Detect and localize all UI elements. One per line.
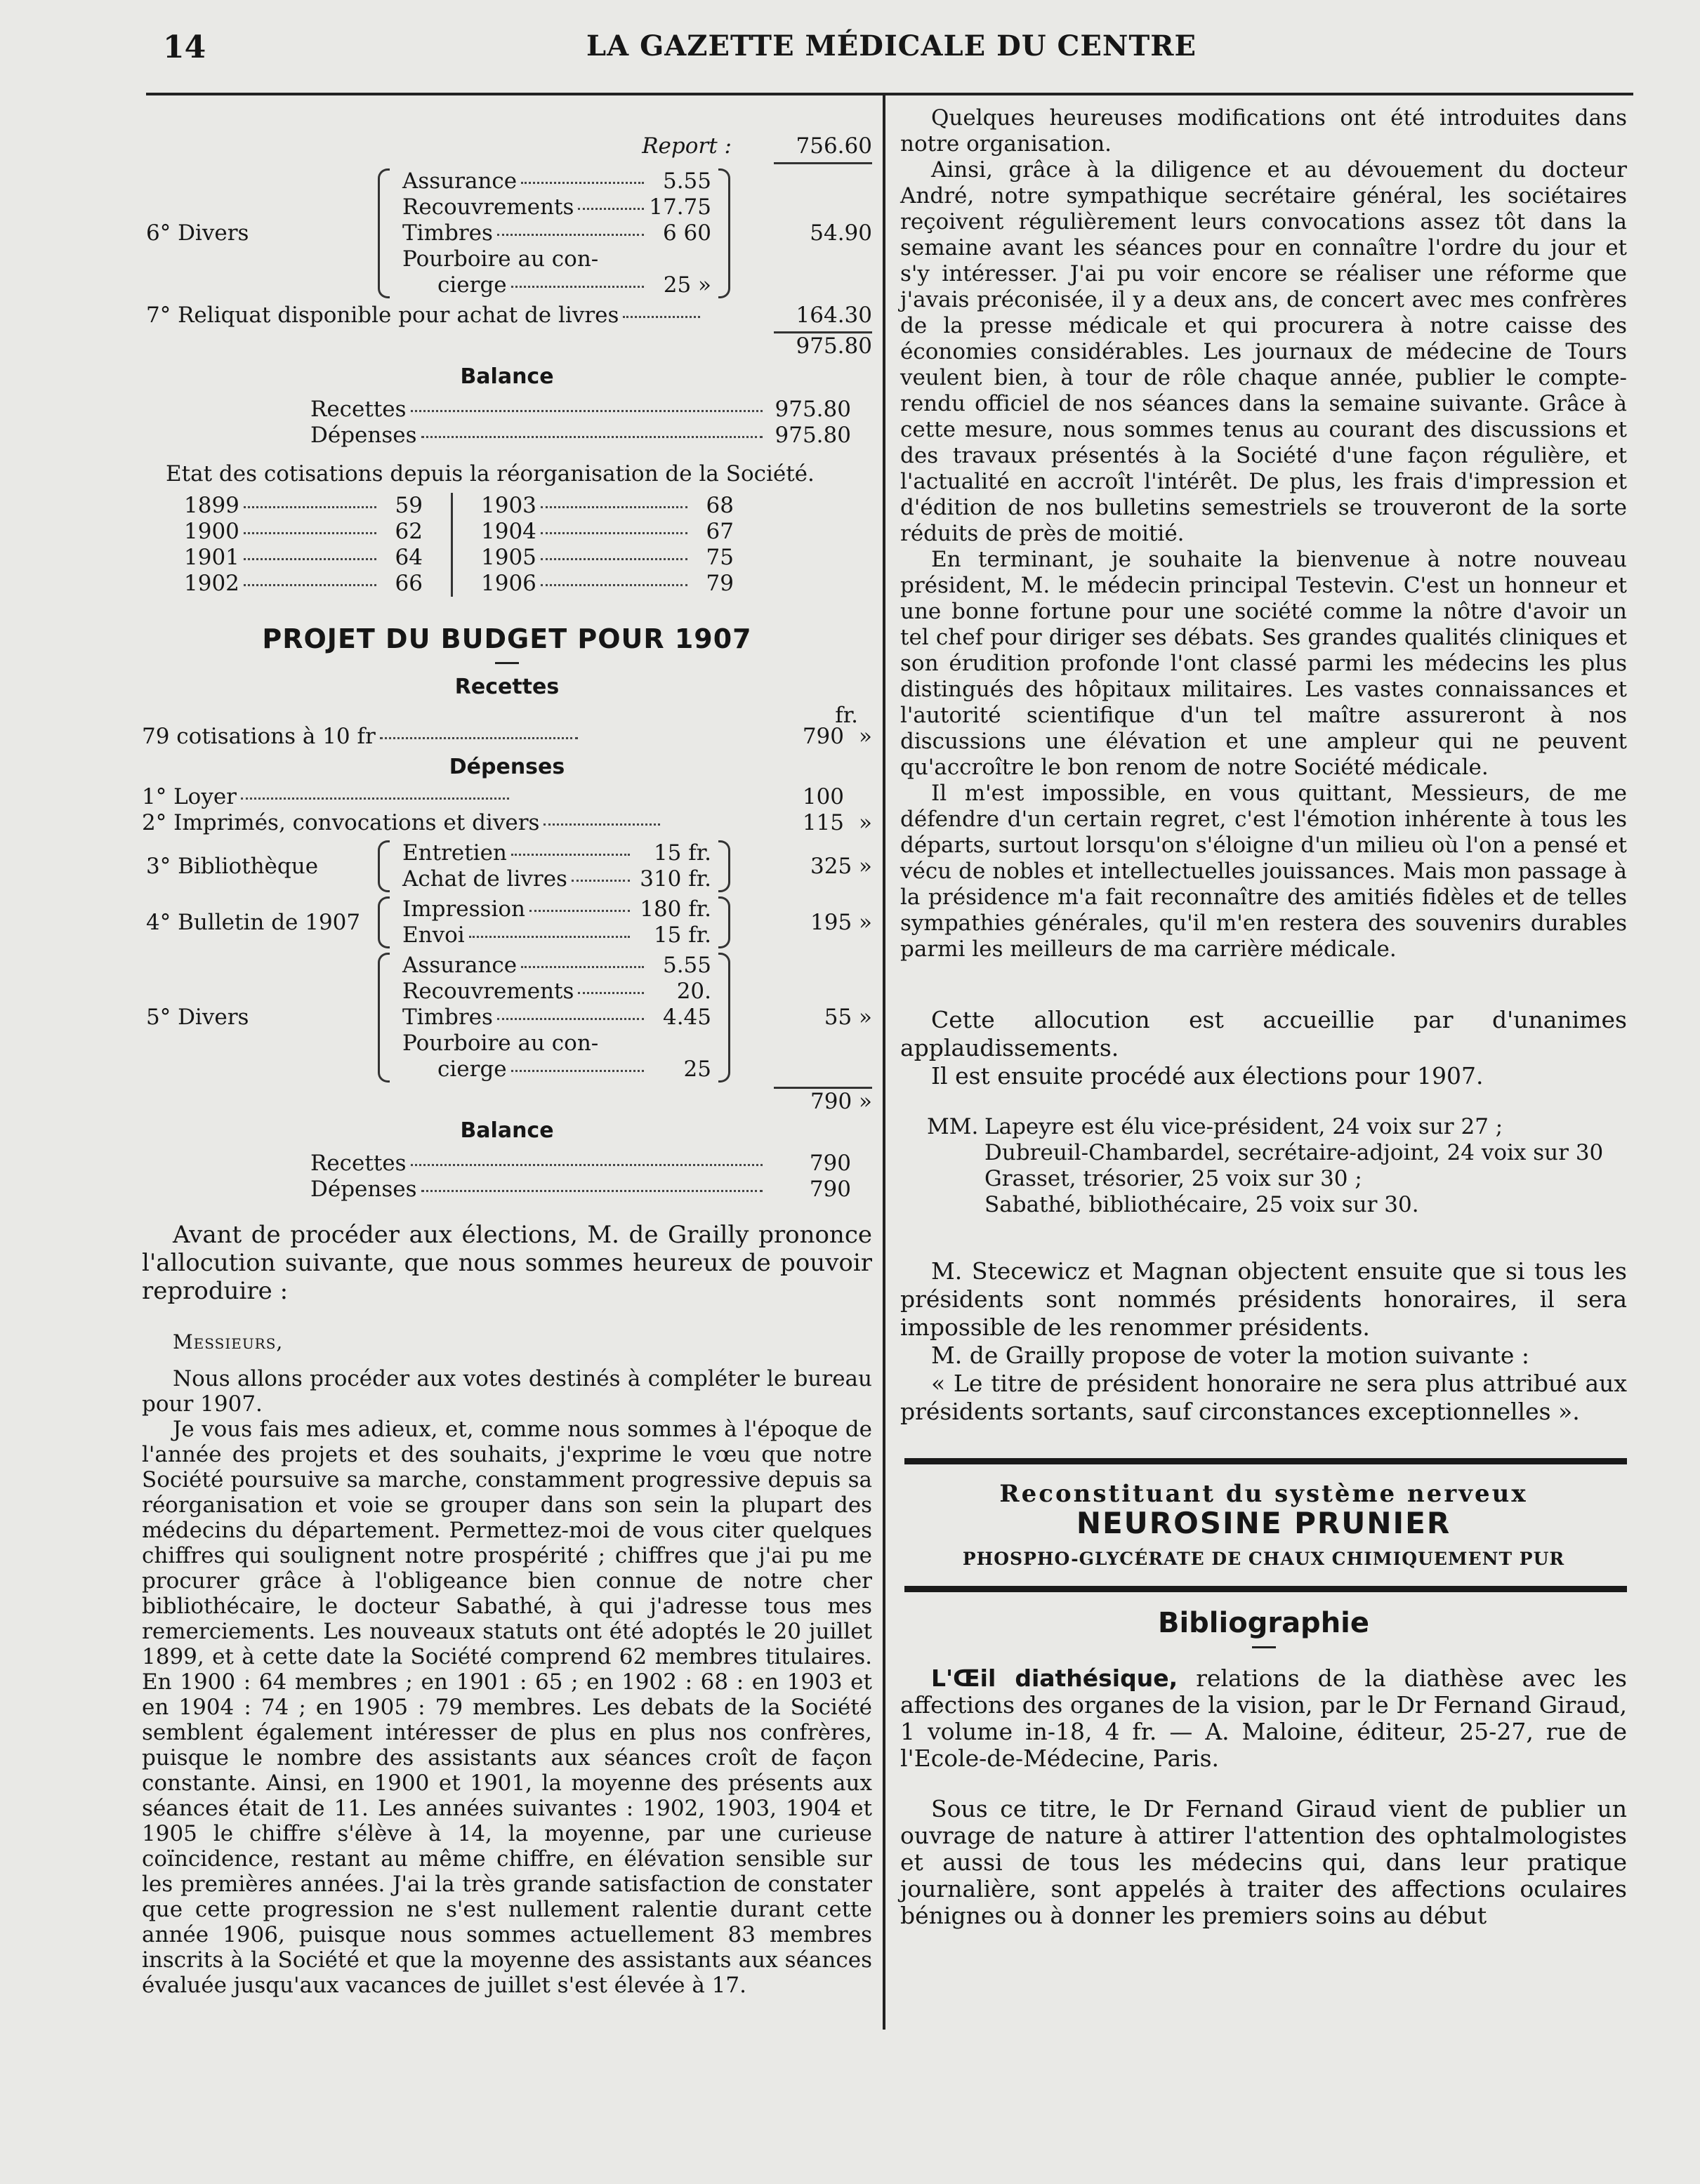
- balance-2-list: [310, 1151, 851, 1203]
- fr-unit: fr.: [835, 703, 858, 728]
- recettes-line: 79 cotisations à 10 fr 790 »: [142, 724, 872, 749]
- brace-left: [378, 168, 390, 298]
- imprimes-line: 2° Imprimés, convocations et divers 115 »: [142, 810, 872, 835]
- bibliographie-title: Bibliographie: [1157, 1607, 1370, 1639]
- speech-paragraph-1: Nous allons procéder aux votes destinés à compléter le bureau pour 1907.: [142, 1366, 872, 1417]
- biblio-entry-text: relations de la diathèse avec les affections des organes de la vision, par le Dr Fernand Giraud, 1 volume in-18, 4 fr. — A. Maloine, éditeur, 25-27, rue de l'Ecole-de-Médecine, Paris.: [900, 1665, 1627, 1772]
- cotisations-col-left: [184, 493, 423, 597]
- biblio-book-title: L'Œil diathésique,: [931, 1665, 1178, 1692]
- ad-product-name: NEUROSINE PRUNIER: [1076, 1506, 1451, 1540]
- cotisation-row: 1906 79: [481, 571, 734, 596]
- cotisations-col-right: [481, 493, 734, 597]
- cotisation-row: 1901 64: [184, 545, 423, 570]
- paragraph: En terminant, je souhaite la bienvenue à notre nouveau président, M. le médecin principal Testevin. C'est un honneur et une bonne fortune pour une société comme la nôtre d'avoir un tel chef pour diriger ses débats. Ses grandes qualités cliniques et son érudition profonde l'ont classé parmi les médecins les plus distingués des hôpitaux militaires. Les vastes connaissances et l'autorité scientifique d'un tel maître assureront à nos discussions une élévation et une ampleur qui ne peuvent qu'accroître le bon renom de notre Société médicale.: [900, 547, 1627, 780]
- left-column: [142, 105, 872, 1998]
- bibliotheque-item: Entretien 15 fr.: [402, 840, 711, 866]
- bulletin-item: Envoi 15 fr.: [402, 922, 711, 948]
- cotisations-table: [184, 493, 872, 597]
- loyer-line: 1° Loyer 100: [142, 784, 845, 809]
- cotisation-row: 1905 75: [481, 545, 734, 570]
- recettes-title: Recettes: [454, 675, 560, 699]
- ad-subtitle: PHOSPHO-GLYCÉRATE DE CHAUX CHIMIQUEMENT PUR: [962, 1549, 1565, 1569]
- elections-list: [900, 1114, 1627, 1218]
- divers-5-item: Assurance 5.55: [402, 953, 711, 978]
- ad-rule-top: [904, 1458, 1627, 1464]
- bibliotheque-label: 3° Bibliothèque: [146, 853, 319, 879]
- election-line: Grasset, trésorier, 25 voix sur 30 ;: [984, 1166, 1362, 1191]
- divers-5-block: [142, 953, 872, 1083]
- title-dash: [1252, 1646, 1276, 1648]
- report-label: Report :: [642, 133, 732, 159]
- intro-paragraph: Avant de procéder aux élections, M. de Grailly prononce l'allocution suivante, que nous sommes heureux de pouvoir reproduire :: [142, 1221, 872, 1305]
- paragraph: Il est ensuite procédé aux élections pour 1907.: [931, 1062, 1484, 1090]
- report-rule: [774, 162, 872, 164]
- ad-tagline: Reconstituant du système nerveux: [999, 1480, 1528, 1508]
- ad-rule-bottom: [904, 1586, 1627, 1592]
- balance-1-list: [310, 397, 851, 449]
- bulletin-total: 195 »: [810, 909, 872, 935]
- title-dash: [495, 662, 519, 664]
- reliquat-line: [142, 303, 872, 329]
- divers-6-total: 54.90: [810, 220, 872, 246]
- divers-5-total: 55 »: [824, 1005, 872, 1030]
- report-line: [142, 133, 872, 159]
- election-line: Lapeyre est élu vice-président, 24 voix sur 27 ;: [984, 1114, 1503, 1139]
- header-rule: [146, 93, 1633, 95]
- biblio-paragraph: Sous ce titre, le Dr Fernand Giraud vient de publier un ouvrage de nature à attirer l'attention des ophtalmologistes et aussi de tous les médecins qui, dans leur pratique journalière, sont appelés à traiter des affections oculaires bénignes ou à donner les premiers soins au début: [900, 1795, 1627, 1929]
- bibliotheque-block: [142, 840, 872, 892]
- cotisation-row: 1902 66: [184, 571, 423, 596]
- divers-6-item: Timbres 6 60: [402, 220, 711, 246]
- brace-right: [718, 168, 730, 298]
- cotisations-title: Etat des cotisations depuis la réorganisation de la Société.: [166, 461, 815, 487]
- cotisation-row: 1899 59: [184, 493, 423, 518]
- balance-2-row: Recettes 790: [310, 1151, 851, 1176]
- paragraph: Cette allocution est accueillie par d'unanimes applaudissements.: [900, 1006, 1627, 1061]
- right-column: [900, 105, 1627, 1929]
- bibliotheque-item: Achat de livres 310 fr.: [402, 866, 711, 892]
- paragraph: M. Stecewicz et Magnan objectent ensuite que si tous les présidents sont nommés présidents honoraires, il sera impossible de les renommer présidents.: [900, 1257, 1627, 1341]
- biblio-entry: [900, 1665, 1627, 1772]
- speech-paragraph-2: Je vous fais mes adieux, et, comme nous sommes à l'époque de l'année des projets et des souhaits, j'exprime le vœu que notre Société poursuive sa marche, constamment progressive depuis sa réorganisation et voie se grouper dans son sein la plupart des médecins du département. Permettez-moi de vous citer quelques chiffres qui soulignent notre prospérité ; chiffres que j'ai pu me procurer grâce à l'obligeance bien connue de notre cher bibliothécaire, le docteur Sabathé, à qui j'adresse tous mes remerciements. Les nouveaux statuts ont été adoptés le 20 juillet 1899, et à cette date la Société comprend 62 membres titulaires. En 1900 : 64 membres ; en 1901 : 65 ; en 1902 : 68 : en 1903 et en 1904 : 74 ; en 1905 : 79 membres. Les debats de la Société semblent également intéresser de plus en plus nos confrères, puisque le nombre des assistants aux séances croît de façon constante. Ainsi, en 1900 et 1901, la moyenne des présents aux séances était de 11. Les années suivantes : 1902, 1903, 1904 et 1905 le chiffre s'élève à 14, la moyenne, par une curieuse coïncidence, restant au même chiffre, en élévation sensible sur les premières années. J'ai la très grande satisfaction de constater que cette progression ne s'est nullement ralentie durant cette année 1906, puisque nous sommes actuellement 83 membres inscrits à la Société et que la moyenne des assistants aux séances évaluée jusqu'aux vacances de juillet s'est élevée à 17.: [142, 1417, 872, 1998]
- divers-5-item: Timbres 4.45: [402, 1005, 711, 1030]
- paragraph: Quelques heureuses modifications ont été introduites dans notre organisation.: [900, 105, 1627, 157]
- balance-1-title: Balance: [460, 364, 554, 389]
- page-number: 14: [163, 29, 206, 65]
- divers-5-label: 5° Divers: [146, 1005, 249, 1030]
- paragraph: Ainsi, grâce à la diligence et au dévouement du docteur André, notre sympathique secrétaire général, les sociétaires reçoivent régulièrement leurs convocations assez tôt dans la semaine avant les séances pour en connaître l'ordre du jour et s'y intéresser. J'ai pu voir encore se réaliser une réforme que j'avais préconisée, il y a deux ans, de concert avec mes confrères de la presse médicale et qui procurera à notre caisse des économies considérables. Les journaux de médecine de Tours veulent bien, à tour de rôle chaque année, publier le compte-rendu officiel de nos séances dans la semaine suivante. Grâce à cette mesure, nous sommes tenus au courant des discussions et des travaux présentés à la Société d'une façon régulière, et l'actualité en accroît l'intérêt. De plus, les frais d'impression et d'édition de nos bulletins semestriels se trouveront de la sorte réduits de près de moitié.: [900, 157, 1627, 546]
- divers-5-item: cierge 25: [437, 1057, 711, 1082]
- cotisation-row: 1900 62: [184, 519, 423, 544]
- budget-title: PROJET DU BUDGET POUR 1907: [262, 623, 752, 654]
- bulletin-label: 4° Bulletin de 1907: [146, 909, 361, 935]
- balance-2-title: Balance: [460, 1118, 554, 1143]
- paragraph: M. de Grailly propose de voter la motion suivante :: [931, 1342, 1529, 1369]
- balance-1-row: Recettes 975.80: [310, 397, 851, 422]
- reliquat-label: 7° Reliquat disponible pour achat de livres: [146, 303, 619, 328]
- salutation: Messieurs,: [173, 1330, 284, 1354]
- divers-5-item: Pourboire au con-: [402, 1031, 599, 1056]
- divers-6-item: Assurance 5.55: [402, 168, 711, 194]
- election-line: Sabathé, bibliothécaire, 25 voix sur 30.: [984, 1192, 1419, 1217]
- divers-6-label: 6° Divers: [146, 220, 249, 246]
- divers-6-item: cierge 25 »: [437, 272, 711, 298]
- divers-6-item: Pourboire au con-: [402, 246, 599, 272]
- total-1: 975.80: [796, 333, 872, 359]
- column-divider: [883, 95, 885, 2030]
- reliquat-amount: 164.30: [796, 303, 873, 328]
- bulletin-item: Impression 180 fr.: [402, 896, 711, 922]
- bibliotheque-total: 325 »: [810, 853, 872, 879]
- balance-1-row: Dépenses 975.80: [310, 423, 851, 448]
- paragraph: « Le titre de président honoraire ne sera plus attribué aux présidents sortants, sauf circonstances exceptionnelles ».: [900, 1370, 1627, 1425]
- cotisations-separator: [451, 493, 453, 597]
- journal-title: LA GAZETTE MÉDICALE DU CENTRE: [586, 29, 1197, 62]
- bulletin-block: [142, 896, 872, 948]
- total-2: 790 »: [810, 1089, 872, 1114]
- divers-6-items: [402, 168, 711, 298]
- depenses-title: Dépenses: [449, 755, 565, 779]
- paragraph: Il m'est impossible, en vous quittant, Messieurs, de me défendre d'un certain regret, c'est l'émotion inhérente à tous les départs, surtout lorsqu'on s'éloigne d'un milieu où l'on a pensé et vécu de nobles et intellectuelles jouissances. Mais mon passage à la présidence m'a fait reconnaître des amitiés fidèles et de telles sympathies générales, qu'il m'en restera des souvenirs durables parmi les meilleurs de ma carrière médicale.: [900, 781, 1627, 962]
- report-value: 756.60: [796, 133, 872, 159]
- mm-label: MM.: [927, 1114, 979, 1139]
- cotisation-row: 1903 68: [481, 493, 734, 518]
- divers-6-block: [142, 168, 872, 298]
- divers-5-item: Recouvrements 20.: [402, 979, 711, 1004]
- balance-2-row: Dépenses 790: [310, 1177, 851, 1202]
- divers-6-item: Recouvrements 17.75: [402, 194, 711, 220]
- election-line: Dubreuil-Chambardel, secrétaire-adjoint, 24 voix sur 30: [984, 1140, 1604, 1165]
- cotisation-row: 1904 67: [481, 519, 734, 544]
